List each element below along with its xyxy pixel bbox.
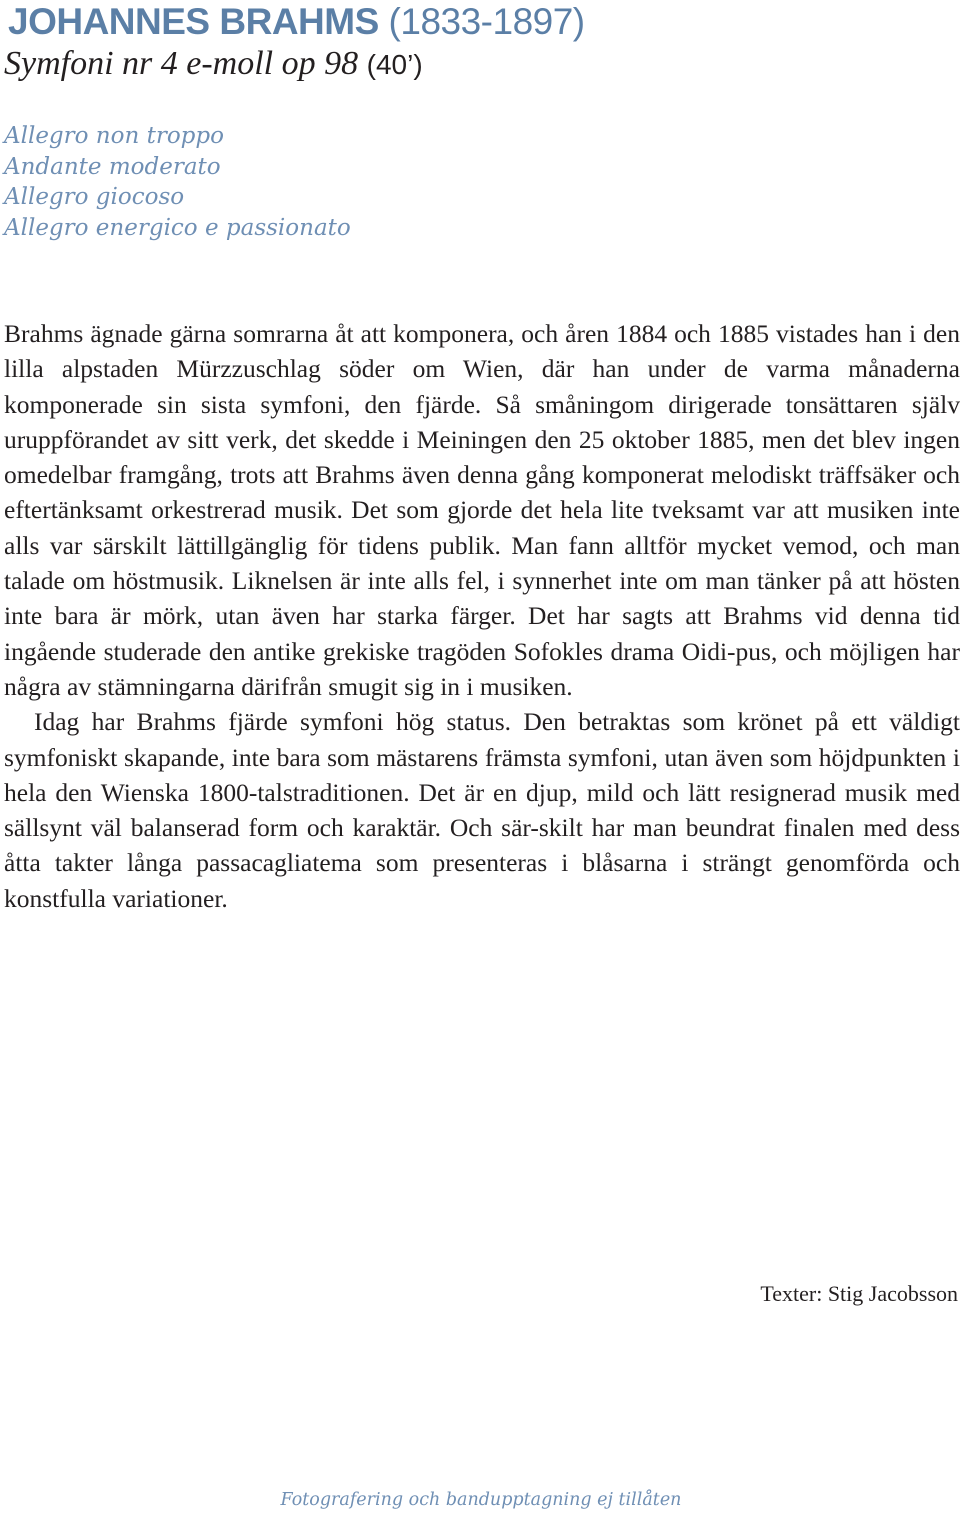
composer-heading — [8, 0, 948, 44]
program-note-body — [4, 316, 960, 916]
movement-item: Allegro non troppo — [4, 123, 224, 149]
text-credits: Texter: Stig Jacobsson — [760, 1281, 958, 1306]
movement-list — [4, 121, 351, 243]
program-header — [4, 0, 948, 85]
footer-notice: Fotografering och bandupptagning ej tillåten — [280, 1490, 682, 1510]
work-heading — [4, 44, 948, 85]
composer-name: JOHANNES BRAHMS — [8, 1, 379, 42]
movement-item: Allegro energico e passionato — [4, 214, 351, 241]
movement-item: Andante moderato — [4, 153, 221, 180]
movement-item: Allegro giocoso — [4, 184, 185, 210]
work-duration: (40’) — [366, 49, 423, 80]
body-paragraph: Idag har Brahms fjärde symfoni hög status. Den betraktas som krönet på ett väldigt symfoniskt skapande, inte bara som mästarens främsta symfoni, utan även som höjdpunkten i hela den Wienska 1800-talstraditionen. Det är en djup, mild och lätt resignerad musik med sällsynt väl balanserad form och karaktär. Och sär-skilt har man beundrat finalen med dess åtta takter långa passacagliatema som presenteras i blåsarna i strängt genomförda och konstfulla variationer. — [4, 707, 960, 913]
work-title: Symfoni nr 4 e-moll op 98 — [4, 45, 359, 82]
body-paragraph: Brahms ägnade gärna somrarna åt att komponera, och åren 1884 och 1885 vistades han i den lilla alpstaden Mürzzuschlag söder om Wien, där han under de varma månaderna komponerade sin sista symfoni, den fjärde. Så småningom dirigerade tonsättaren själv uruppförandet av sitt verk, det skedde i Meiningen den 25 oktober 1885, men det blev ingen omedelbar framgång, trots att Brahms även denna gång komponerat melodiskt träffsäker och eftertänksamt orkestrerad musik. Det som gjorde det hela lite tveksamt var att musiken inte alls var särskilt lättillgänglig för tidens publik. Man fann alltför mycket vemod, och man talade om höstmusik. Liknelsen är inte alls fel, i synnerhet inte om man tänker på att hösten inte bara är mörk, utan även har starka färger. Det har sagts att Brahms vid denna tid ingående studerade den antike grekiske tragöden Sofokles drama Oidi-pus, och möjligen har några av stämningarna därifrån smugit sig in i musiken. — [4, 319, 960, 701]
composer-years: (1833-1897) — [388, 1, 585, 42]
